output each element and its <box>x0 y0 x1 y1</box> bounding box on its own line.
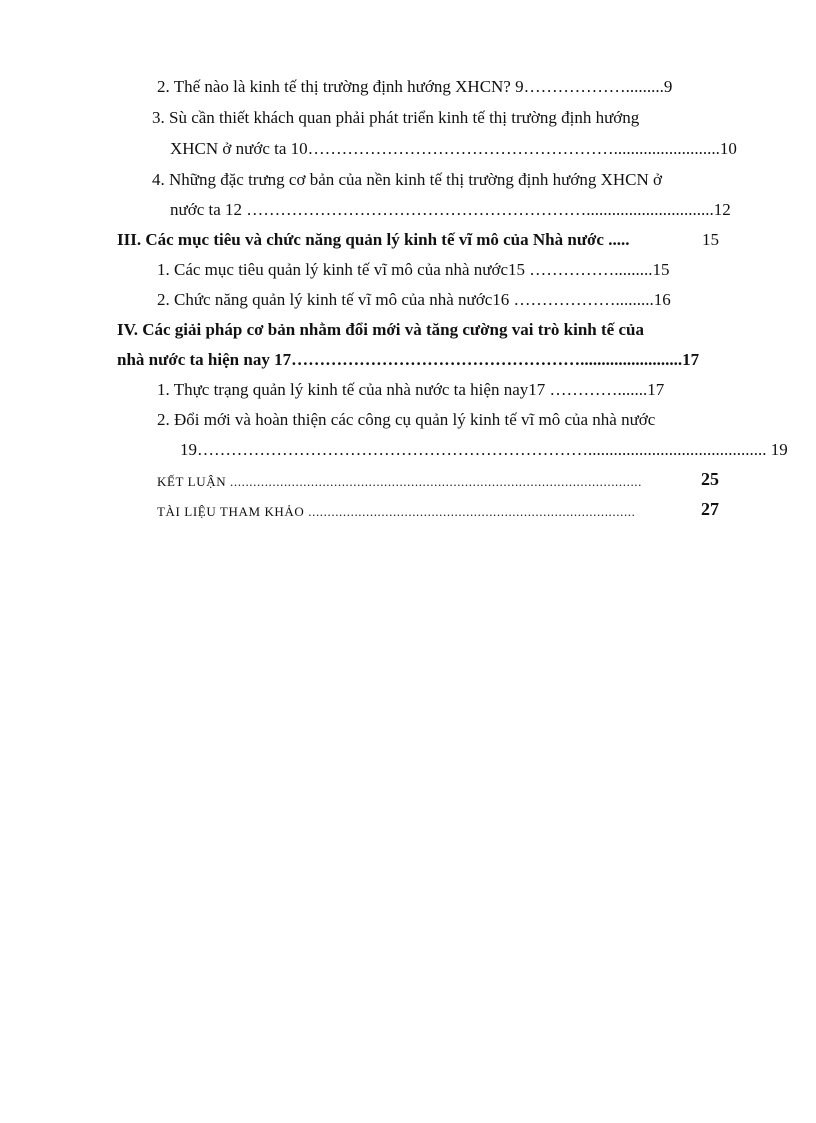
toc-entry[interactable]: nước ta 12 ……………………………………………………..............................12 <box>170 200 731 219</box>
toc-page-number: 15 <box>702 230 719 249</box>
toc-entry[interactable]: 2. Đổi mới và hoàn thiện các công cụ quản lý kinh tế vĩ mô của nhà nước <box>157 410 656 429</box>
toc-entry[interactable]: 1. Thực trạng quản lý kinh tế của nhà nước ta hiện nay17 ………….......17 <box>157 380 665 399</box>
toc-entry[interactable]: 19…………………………………………………………….......................................... 19 <box>180 440 788 459</box>
toc-references[interactable]: TÀI LIỆU THAM KHẢO ..................................................................................... <box>157 504 636 519</box>
toc-section-heading[interactable]: III. Các mục tiêu và chức năng quản lý kinh tế vĩ mô của Nhà nước ..... <box>117 230 630 249</box>
toc-entry[interactable]: 1. Các mục tiêu quản lý kinh tế vĩ mô của nhà nước15 …………….........15 <box>157 260 670 279</box>
toc-page-number: 27 <box>701 499 719 519</box>
toc-section-heading[interactable]: nhà nước ta hiện nay 17……………………………………………........................17 <box>117 350 700 369</box>
toc-section-heading[interactable]: IV. Các giải pháp cơ bản nhằm đổi mới và tăng cường vai trò kinh tế của <box>117 320 644 339</box>
toc-entry[interactable]: 2. Chức năng quản lý kinh tế vĩ mô của nhà nước16 ……………….........16 <box>157 290 671 309</box>
toc-entry[interactable]: XHCN ở nước ta 10……………………………………………….........................10 <box>170 139 737 158</box>
toc-entry[interactable]: 3. Sù cần thiết khách quan phải phát triển kinh tế thị trường định hướng <box>152 108 640 127</box>
toc-entry[interactable]: 2. Thế nào là kinh tế thị trường định hướng XHCN? 9……………….........9 <box>157 77 673 96</box>
toc-page-number: 25 <box>701 469 719 489</box>
toc-conclusion[interactable]: KẾT LUẬN ........................................................................................................... <box>157 474 642 489</box>
toc-entry[interactable]: 4. Những đặc trưng cơ bản của nền kinh tế thị trường định hướng XHCN ở <box>152 170 663 189</box>
